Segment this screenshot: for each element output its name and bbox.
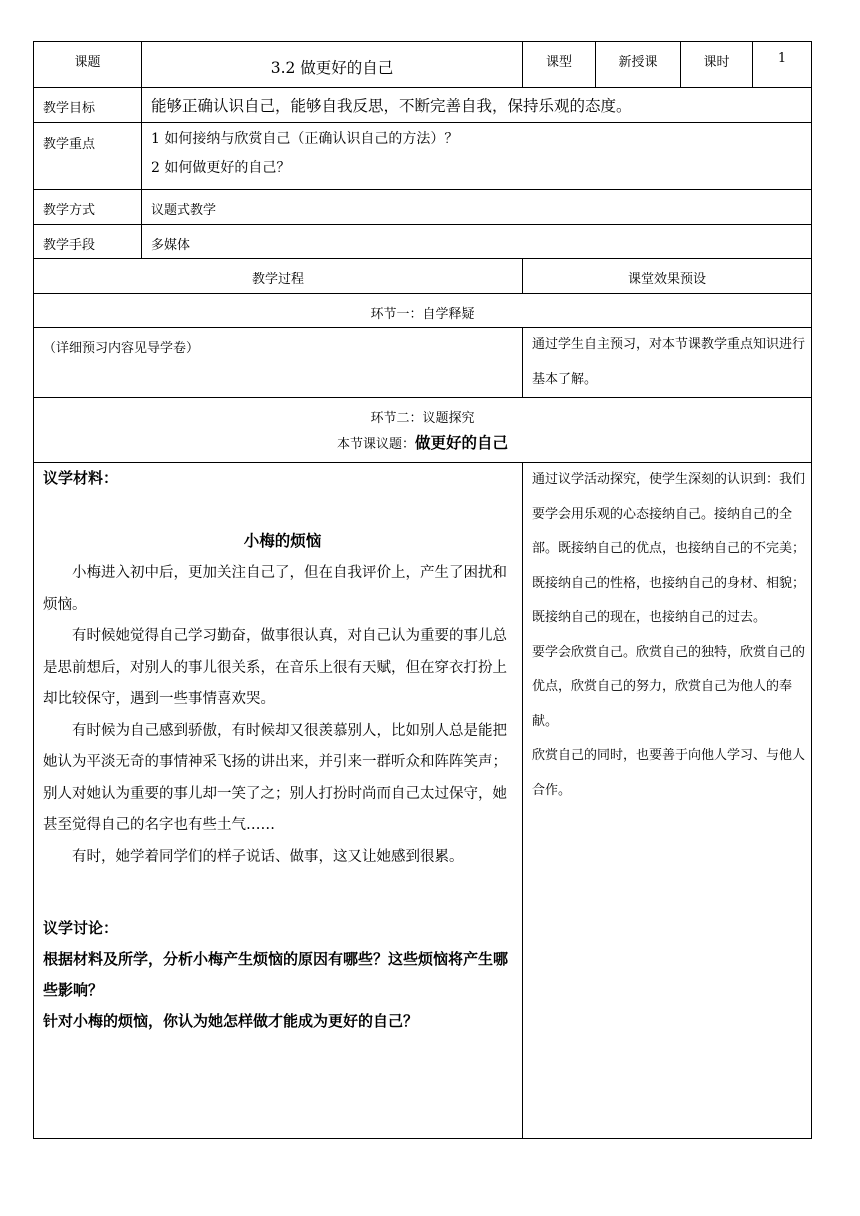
process-col-left: 教学过程 bbox=[34, 259, 523, 294]
section1-left: （详细预习内容见导学卷） bbox=[34, 328, 523, 398]
type-label: 课型 bbox=[523, 42, 596, 88]
focus-row bbox=[34, 123, 812, 190]
section2-title: 环节二：议题探究 bbox=[370, 411, 475, 426]
means-label: 教学手段 bbox=[34, 225, 142, 259]
process-header-row bbox=[34, 259, 812, 294]
material-heading: 议学材料： bbox=[43, 469, 119, 487]
material-cell bbox=[34, 463, 523, 1139]
focus-label: 教学重点 bbox=[34, 123, 142, 190]
method-value: 议题式教学 bbox=[142, 190, 812, 225]
header-row bbox=[34, 42, 812, 88]
section1-right: 通过学生自主预习，对本节课教学重点知识进行基本了解。 bbox=[523, 328, 812, 398]
section1-title: 环节一：自学释疑 bbox=[34, 294, 812, 328]
means-row bbox=[34, 225, 812, 259]
method-row bbox=[34, 190, 812, 225]
story-paragraph: 有时，她学着同学们的样子说话、做事，这又让她感到很累。 bbox=[72, 848, 464, 865]
goal-row bbox=[34, 88, 812, 123]
goal-label: 教学目标 bbox=[34, 88, 142, 123]
topic-value: 3.2 做更好的自己 bbox=[142, 42, 523, 88]
section2-topic: 做更好的自己 bbox=[415, 434, 509, 452]
discussion-item: 针对小梅的烦恼，你认为她怎样做才能成为更好的自己？ bbox=[43, 1012, 419, 1030]
section1-title-row bbox=[34, 294, 812, 328]
section2-topic-prefix: 本节课议题： bbox=[336, 437, 415, 452]
type-value: 新授课 bbox=[596, 42, 681, 88]
story-paragraph: 有时候她觉得自己学习勤奋，做事很认真，对自己认为重要的事儿总是思前想后，对别人的事儿很关系，在音乐上很有天赋，但在穿衣打扮上却比较保守，遇到一些事情喜欢哭。 bbox=[43, 628, 507, 707]
lesson-plan-table bbox=[33, 41, 812, 1139]
focus-item-1: 1 如何接纳与欣赏自己（正确认识自己的方法）？ bbox=[151, 131, 459, 147]
section2-title-row bbox=[34, 398, 812, 463]
process-col-right: 课堂效果预设 bbox=[523, 259, 812, 294]
effects-paragraph: 欣赏自己的同时，也要善于向他人学习、与他人合作。 bbox=[532, 748, 806, 798]
effects-paragraph: 要学会欣赏自己。欣赏自己的独特，欣赏自己的优点，欣赏自己的努力，欣赏自己为他人的奉献。 bbox=[532, 644, 806, 729]
discussion-item: 根据材料及所学，分析小梅产生烦恼的原因有哪些？这些烦恼将产生哪些影响？ bbox=[43, 950, 509, 999]
section1-row bbox=[34, 328, 812, 398]
hours-label: 课时 bbox=[681, 42, 753, 88]
means-value: 多媒体 bbox=[142, 225, 812, 259]
section2-topic-line bbox=[34, 431, 811, 457]
story-paragraph: 有时候为自己感到骄傲，有时候却又很羡慕别人，比如别人总是能把她认为平淡无奇的事情神采飞扬的讲出来，并引来一群听众和阵阵笑声；别人对她认为重要的事儿却一笑了之；别人打扮时尚而自己太过保守，她甚至觉得自己的名字也有些土气…… bbox=[43, 722, 507, 833]
goal-value: 能够正确认识自己，能够自我反思，不断完善自我，保持乐观的态度。 bbox=[142, 88, 812, 123]
story-paragraph: 小梅进入初中后，更加关注自己了，但在自我评价上，产生了困扰和烦恼。 bbox=[43, 565, 507, 613]
effects-cell bbox=[523, 463, 812, 1139]
hours-value: 1 bbox=[753, 42, 812, 88]
topic-label: 课题 bbox=[34, 42, 142, 88]
material-row bbox=[34, 463, 812, 1139]
method-label: 教学方式 bbox=[34, 190, 142, 225]
story-title: 小梅的烦恼 bbox=[243, 532, 322, 550]
focus-value bbox=[142, 123, 812, 190]
effects-paragraph: 通过议学活动探究，使学生深刻的认识到：我们要学会用乐观的心态接纳自己。接纳自己的全部。既接纳自己的优点，也接纳自己的不完美；既接纳自己的性格，也接纳自己的身材、相貌；既接纳自己的现在，也接纳自己的过去。 bbox=[532, 472, 806, 625]
discussion-heading: 议学讨论： bbox=[43, 919, 119, 937]
focus-item-2: 2 如何做更好的自己？ bbox=[151, 160, 291, 176]
section2-title-cell bbox=[34, 398, 812, 463]
